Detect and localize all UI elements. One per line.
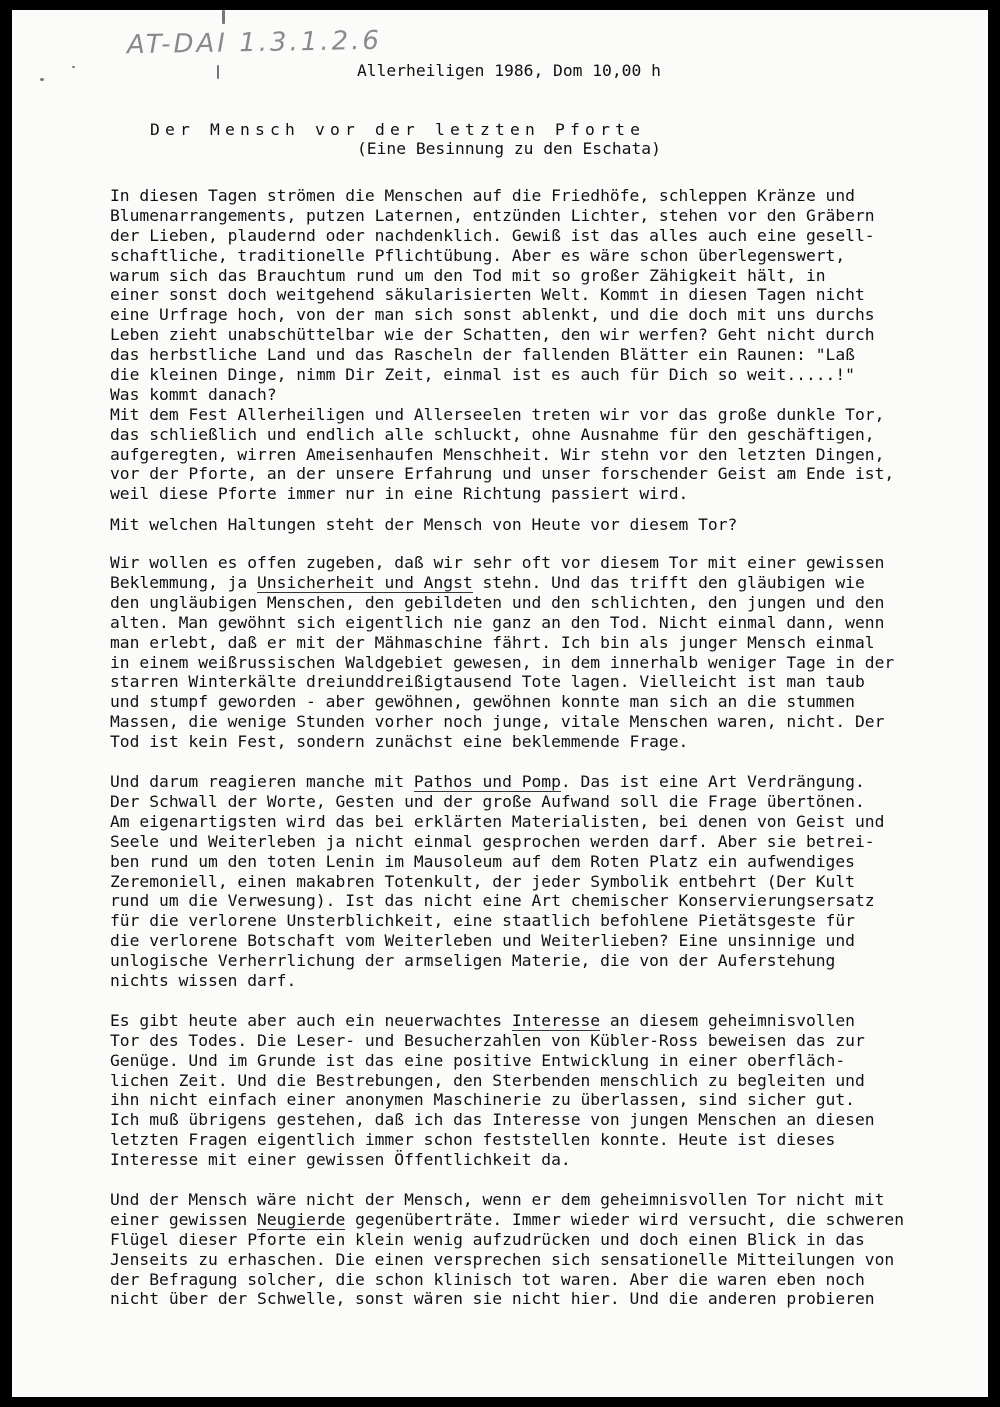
text-line	[110, 484, 910, 504]
archive-signature: AT-DAI 1.3.1.2.6	[126, 25, 383, 61]
text-line	[110, 305, 910, 325]
text-run: In diesen Tagen strömen die Menschen auf die Friedhöfe, schleppen Kränze und	[110, 186, 855, 205]
text-run: weil diese Pforte immer nur in eine Richtung passiert wird.	[110, 484, 689, 504]
text-line	[110, 1071, 910, 1091]
document-page	[12, 10, 988, 1397]
text-run: die kleinen Dinge, nimm Dir Zeit, einmal ist es auch für Dich so weit.....!"	[110, 365, 855, 385]
text-line	[110, 633, 910, 653]
text-line	[110, 1051, 910, 1071]
text-run: Zeremoniell, einen makabren Totenkult, der jeder Symbolik entbehrt (Der Kult	[110, 871, 855, 891]
text-run: gegenüberträte. Immer wieder wird versucht, die schweren	[345, 1209, 905, 1229]
text-line	[110, 732, 910, 752]
text-line	[110, 1090, 910, 1110]
scan-speck	[40, 78, 44, 81]
text-run: einer gewissen	[110, 1209, 258, 1229]
text-run: für die verlorene Unsterblichkeit, eine staatlich befohlene Pietätsgeste für	[110, 911, 855, 931]
text-line	[110, 1150, 910, 1170]
text-line	[110, 911, 910, 931]
document-title: Der Mensch vor der letzten Pforte	[150, 120, 646, 139]
text-run: und stumpf geworden - aber gewöhnen, gewöhnen konnte man sich an die stummen	[110, 692, 855, 712]
underlined-phrase: Interesse	[511, 1010, 601, 1030]
paragraph	[110, 186, 910, 504]
text-run: der Lieben, plaudernd oder nachdenklich. Gewiß ist das alles auch eine gesell-	[110, 225, 875, 245]
text-line	[110, 1190, 910, 1210]
text-run: das schließlich und endlich alle schluckt, ohne Ausnahme für den geschäftigen,	[110, 424, 875, 444]
text-run: Blumenarrangements, putzen Laternen, entzünden Lichter, stehen vor den Gräbern	[110, 205, 875, 225]
text-run: ihn nicht einfach einer anonymen Maschinerie zu überlassen, sind sicher gut.	[110, 1090, 855, 1110]
text-line	[110, 1250, 910, 1270]
text-run: Und der Mensch wäre nicht der Mensch, wenn er dem geheimnisvollen Tor nicht mit	[110, 1189, 885, 1209]
paragraph-gap	[110, 535, 910, 553]
paragraph	[110, 1190, 910, 1309]
text-line	[110, 573, 910, 593]
text-line	[110, 266, 910, 286]
text-run: das herbstliche Land und das Rascheln der fallenden Blätter ein Raunen: "Laß	[110, 345, 855, 365]
text-line	[110, 325, 910, 345]
text-line	[110, 1031, 910, 1051]
text-run: starren Winterkälte dreiunddreißigtausend Tote lagen. Vielleicht ist man taub	[110, 672, 865, 692]
document-subtitle: (Eine Besinnung zu den Eschata)	[357, 139, 661, 158]
text-run: an diesem geheimnisvollen	[600, 1010, 855, 1030]
text-line	[110, 425, 910, 445]
text-line	[110, 792, 910, 812]
text-run: schaftliche, traditionelle Pflichtübung. Aber es wäre schon überlegenswert,	[110, 245, 846, 265]
paragraph-gap	[110, 1170, 910, 1190]
text-line	[110, 712, 910, 732]
text-run: stehn. Und das trifft den gläubigen wie	[472, 573, 865, 593]
text-run: aufgeregten, wirren Ameisenhaufen Menschheit. Wir stehn vor den letzten Dingen,	[110, 444, 885, 464]
text-run: Mit dem Fest Allerheiligen und Allerseelen treten wir vor das große dunkle Tor,	[110, 404, 885, 424]
text-line	[110, 464, 910, 484]
paragraph	[110, 553, 910, 752]
text-line	[110, 812, 910, 832]
underlined-phrase: Unsicherheit und Angst	[257, 573, 473, 593]
text-run: Massen, die wenige Stunden vorher noch junge, vitale Menschen waren, nicht. Der	[110, 712, 885, 732]
text-run: Tor des Todes. Die Leser- und Besucherzahlen von Kübler-Ross beweisen das zur	[110, 1030, 865, 1050]
text-line	[110, 852, 910, 872]
underlined-phrase: Neugierde	[257, 1209, 346, 1229]
text-line	[110, 832, 910, 852]
text-run: Genüge. Und im Grunde ist das eine positive Entwicklung in einer oberfläch-	[110, 1050, 846, 1070]
paragraph	[110, 515, 910, 535]
text-line	[110, 931, 910, 951]
text-run: rund um die Verwesung). Ist das nicht eine Art chemischer Konservierungsersatz	[110, 891, 875, 911]
paragraph	[110, 1011, 910, 1170]
text-line	[110, 613, 910, 633]
text-line	[110, 951, 910, 971]
paragraph-gap	[110, 504, 910, 515]
text-run: der Befragung solcher, die schon klinisch tot waren. Aber die waren eben noch	[110, 1269, 865, 1289]
text-line	[110, 515, 910, 535]
text-run: nichts wissen darf.	[110, 970, 297, 990]
text-line	[110, 345, 910, 365]
document-body	[110, 186, 910, 1309]
text-run: eine Urfrage hoch, von der man sich sonst ablenkt, und die doch mit uns durchs	[110, 305, 875, 325]
text-run: den ungläubigen Menschen, den gebildeten und den schlichten, den jungen und den	[110, 592, 885, 612]
text-line	[110, 186, 910, 206]
text-run: nicht über der Schwelle, sonst wären sie nicht hier. Und die anderen probieren	[110, 1289, 875, 1309]
underlined-phrase: Pathos und Pomp	[413, 772, 561, 792]
text-run: Der Schwall der Worte, Gesten und der große Aufwand soll die Frage übertönen.	[110, 791, 865, 811]
text-run: Wir wollen es offen zugeben, daß wir sehr oft vor diesem Tor mit einer gewissen	[110, 553, 885, 573]
text-run: unlogische Verherrlichung der armseligen Materie, die von der Auferstehung	[110, 951, 836, 971]
text-line	[110, 1011, 910, 1031]
text-run: Jenseits zu erhaschen. Die einen versprechen sich sensationelle Mitteilungen von	[110, 1249, 895, 1269]
scan-mark	[217, 65, 219, 79]
text-run: Interesse mit einer gewissen Öffentlichkeit da.	[110, 1150, 571, 1170]
text-line	[110, 653, 910, 673]
text-line	[110, 593, 910, 613]
text-line	[110, 385, 910, 405]
text-run: letzten Fragen eigentlich immer schon feststellen konnte. Heute ist dieses	[110, 1130, 836, 1150]
text-run: ben rund um den toten Lenin im Mausoleum auf dem Roten Platz ein aufwendiges	[110, 851, 855, 871]
text-run: alten. Man gewöhnt sich eigentlich nie ganz an den Tod. Nicht einmal dann, wenn	[110, 612, 885, 632]
text-line	[110, 971, 910, 991]
text-run: Seele und Weiterleben ja nicht einmal gesprochen werden darf. Aber sie betrei-	[110, 831, 875, 851]
text-run: lichen Zeit. Und die Bestrebungen, den Sterbenden menschlich zu begleiten und	[110, 1070, 865, 1090]
text-line	[110, 1110, 910, 1130]
text-run: man erlebt, daß er mit der Mähmaschine fährt. Ich bin als junger Mensch einmal	[110, 632, 875, 652]
text-line	[110, 405, 910, 425]
text-line	[110, 692, 910, 712]
paragraph	[110, 772, 910, 991]
text-line	[110, 285, 910, 305]
text-run: Beklemmung, ja	[110, 573, 258, 593]
text-line	[110, 1130, 910, 1150]
text-line	[110, 1270, 910, 1290]
text-run: einer sonst doch weitgehend säkularisierten Welt. Kommt in diesen Tagen nicht	[110, 285, 865, 305]
text-run: vor der Pforte, an der unsere Erfahrung und unser forschender Geist am Ende ist,	[110, 464, 895, 484]
text-run: Am eigenartigsten wird das bei erklärten Materialisten, bei denen von Geist und	[110, 811, 885, 831]
paragraph-gap	[110, 991, 910, 1011]
text-line	[110, 553, 910, 573]
text-run: in einem weißrussischen Waldgebiet gewesen, in dem innerhalb weniger Tage in der	[110, 652, 895, 672]
scan-speck	[72, 66, 75, 68]
scan-mark	[222, 10, 225, 24]
text-line	[110, 246, 910, 266]
text-line	[110, 445, 910, 465]
text-run: Tod ist kein Fest, sondern zunächst eine beklemmende Frage.	[110, 732, 689, 752]
text-line	[110, 365, 910, 385]
text-line	[110, 226, 910, 246]
text-run: Leben zieht unabschüttelbar wie der Schatten, den wir werfen? Geht nicht durch	[110, 325, 875, 345]
text-line	[110, 1210, 910, 1230]
text-run: . Das ist eine Art Verdrängung.	[560, 772, 865, 792]
text-run: Flügel dieser Pforte ein klein wenig aufzudrücken und doch einen Blick in das	[110, 1229, 865, 1249]
text-run: die verlorene Botschaft vom Weiterleben und Weiterlieben? Eine unsinnige und	[110, 931, 855, 951]
text-run: Es gibt heute aber auch ein neuerwachtes	[110, 1010, 512, 1030]
text-line	[110, 206, 910, 226]
text-line	[110, 1289, 910, 1309]
text-run: Mit welchen Haltungen steht der Mensch von Heute vor diesem Tor?	[110, 515, 738, 535]
text-run: Ich muß übrigens gestehen, daß ich das Interesse von jungen Menschen an diesen	[110, 1110, 875, 1130]
text-run: Was kommt danach?	[110, 384, 277, 404]
text-line	[110, 891, 910, 911]
text-line	[110, 772, 910, 792]
text-line	[110, 672, 910, 692]
text-run: Und darum reagieren manche mit	[110, 772, 414, 792]
text-line	[110, 1230, 910, 1250]
paragraph-gap	[110, 752, 910, 772]
text-run: warum sich das Brauchtum rund um den Tod mit so großer Zähigkeit hält, in	[110, 265, 826, 285]
text-line	[110, 872, 910, 892]
date-line: Allerheiligen 1986, Dom 10,00 h	[357, 61, 661, 80]
